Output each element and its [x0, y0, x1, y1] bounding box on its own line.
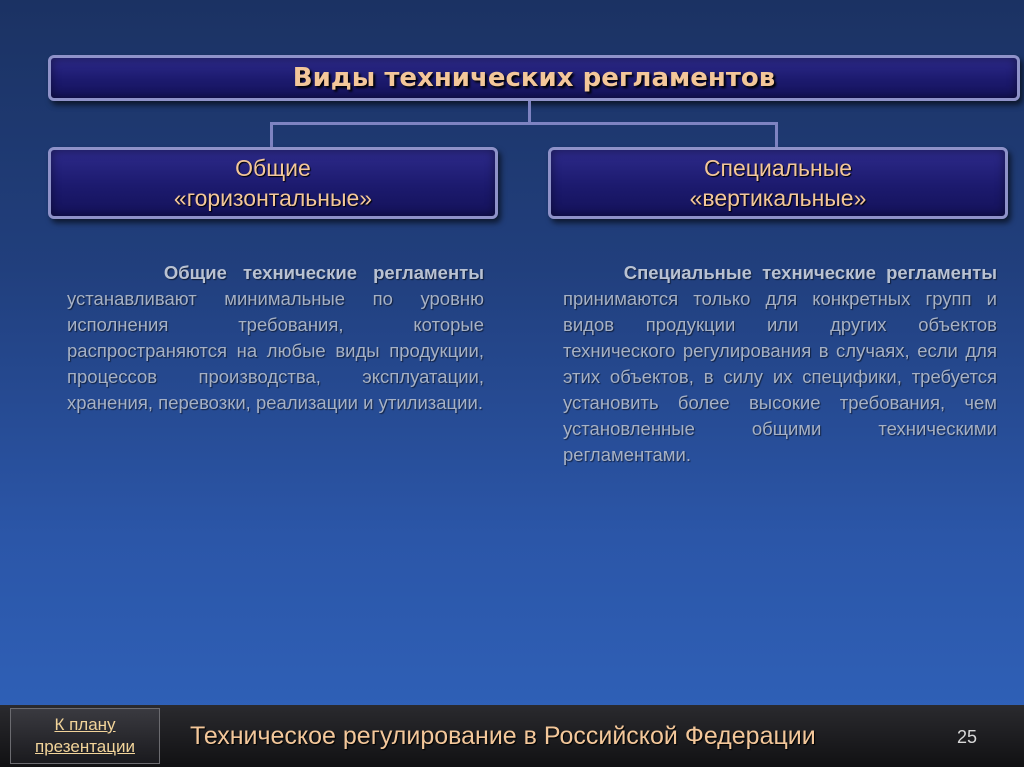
special-description-term: Специальные технические регламенты — [623, 262, 997, 283]
connector-left — [270, 122, 273, 149]
general-description — [67, 260, 484, 416]
special-description-text: принимаются только для конкретных групп и видов продукции или других объектов технического регулирования в случаях, если для этих объектов, в силу их специфики, требуется установить более высокие требования, чем установленные общими техническими регламентами. — [563, 288, 997, 465]
special-category-subtitle: «вертикальные» — [689, 185, 867, 211]
general-category-box — [48, 147, 498, 219]
plan-link-line1: К плану — [54, 715, 116, 734]
connector-right — [775, 122, 778, 149]
connector-stem — [528, 101, 531, 124]
special-category-name: Специальные — [703, 155, 853, 181]
plan-link-button[interactable] — [10, 708, 160, 764]
title-banner — [48, 55, 1020, 101]
general-category-name: Общие — [235, 155, 311, 181]
special-description — [563, 260, 997, 468]
page-number: 25 — [957, 727, 978, 747]
plan-link-line2: презентации — [35, 737, 135, 756]
general-category-subtitle: «горизонтальные» — [173, 185, 373, 211]
general-description-text: устанавливают минимальные по уровню исполнения требования, которые распространяются на любые виды продукции, процессов производства, эксплуатации, хранения, перевозки, реализации и утилизации. — [67, 288, 484, 413]
footer-title: Техническое регулирование в Российской Федерации — [190, 722, 816, 750]
special-category-box — [548, 147, 1008, 219]
connector-bar — [270, 122, 778, 125]
general-description-term: Общие технические регламенты — [163, 262, 485, 283]
slide-title: Виды технических регламентов — [292, 63, 776, 93]
